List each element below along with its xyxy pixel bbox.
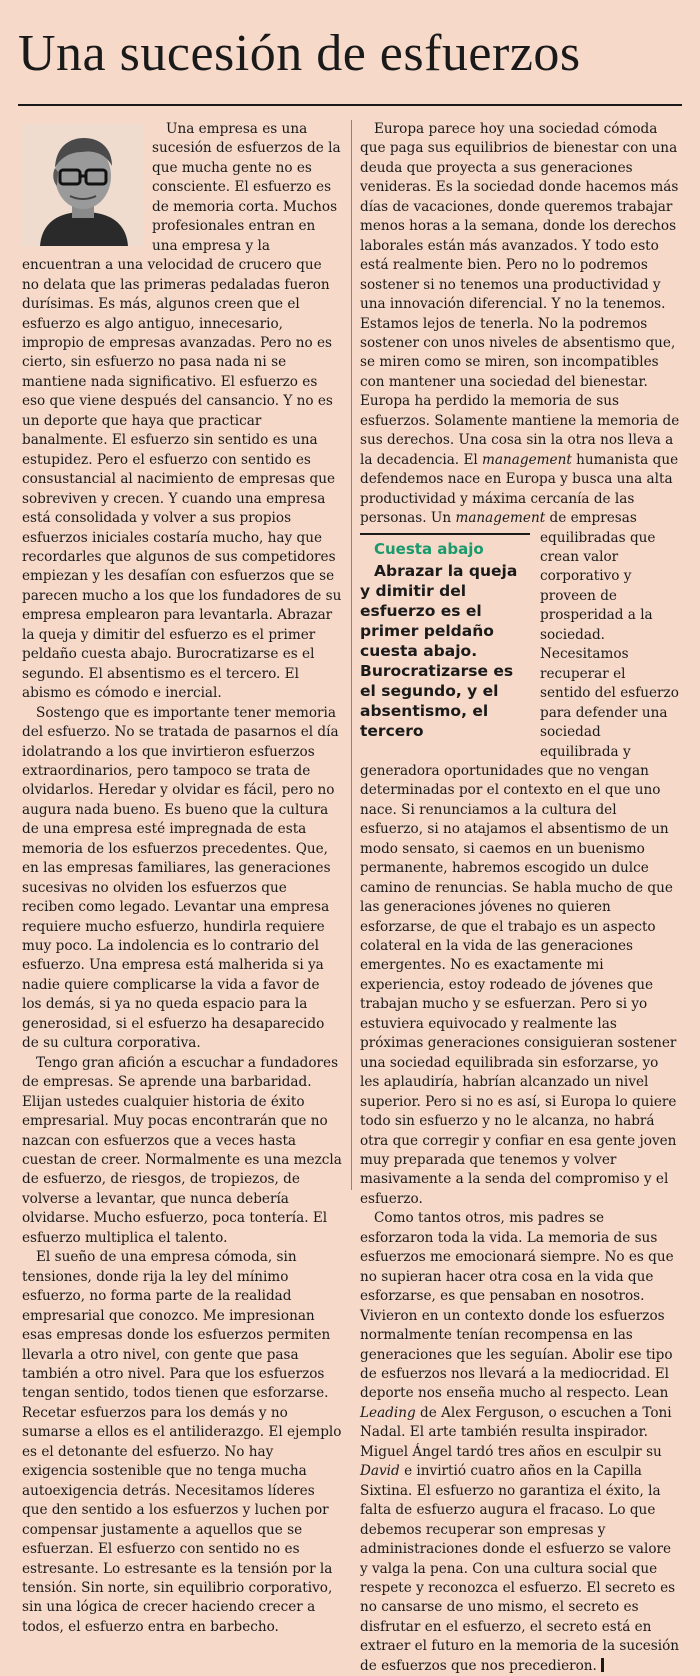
author-portrait-image: [22, 124, 144, 246]
column-divider: [351, 120, 352, 1190]
end-of-article-mark: [601, 1658, 604, 1672]
italic-term: management: [482, 451, 572, 468]
text-run: Como tantos otros, mis padres se esforzaron toda la vida. La memoria de sus esfuerzos me emocionará siempre. No es que no supieran hacer otra cosa en la vida que esforzarse, es que pensaban en nosotros. Vivieron en un contexto donde los esfuerzos normalmente tenían recompensa en las generaciones que les seguían. Abolir ese tipo de esfuerzos nos llevará a la mediocridad. El deporte nos enseña mucho al respecto. Lean: [360, 1210, 674, 1402]
paragraph: Sostengo que es importante tener memoria del esfuerzo. No se tratada de pasarnos el día idolatrando a los que invirtieron esfuerzos extraordinarios, pero tampoco se trata de olvidarlos. Heredar y olvidar es fácil, pero no augura nada bueno. Es bueno que la cultura de una empresa esté impregnada de esta memoria de los esfuerzos precedentes. Que, en las empresas familiares, las generaciones sucesivas no olviden los esfuerzos que reciben como legado. Levantar una empresa requiere mucho esfuerzo, hundirla requiere muy poco. La indolencia es lo contrario del esfuerzo. Una empresa está malherida si ya nadie quiere complicarse la vida a favor de los demás, si ya no queda espacio para la generosidad, si el esfuerzo ha desaparecido de su cultura corporativa.: [22, 704, 339, 1052]
headline: Una sucesión de esfuerzos: [18, 25, 581, 82]
text-run: de Alex Ferguson, o escuchen a Toni Nadal. El arte también resulta inspirador. Miguel Ángel tardó tres años en esculpir su: [360, 1404, 672, 1460]
text-run: humanista que defendemos nace en Europa y busca una alta productividad y máxima cercanía de las personas. Un: [360, 451, 679, 527]
text-run: Europa parece hoy una sociedad cómoda que paga sus equilibrios de bienestar con una deuda que proyecta a sus generaciones venideras. Es la sociedad donde hacemos más días de vacaciones, donde queremos trabajar menos horas a la semana, donde los derechos laborales están más avanzados. Y todo esto está realmente bien. Pero no lo podremos sostener si no tenemos una productividad y una innovación diferencial. Y no la tenemos. Estamos lejos de tenerla. No la podremos sostener con unos niveles de absentismo que, se miren como se miren, son incompatibles con mantener una sociedad del bienestar. Europa ha perdido la memoria de sus esfuerzos. Solamente mantiene la memoria de sus derechos. Una cosa sin la otra nos lleva a la decadencia. El: [360, 121, 680, 468]
right-column: [360, 120, 680, 1674]
paragraph: Tengo gran afición a escuchar a fundadores de empresas. Se aprende una barbaridad. Elijan ustedes cualquier historia de éxito empresarial. Muy pocas encontrarán que no nazcan con esfuerzos que a veces hasta cuestan de creer. Normalmente es una mezcla de esfuerzo, de riesgos, de tropiezos, de volverse a levantar, que nunca debería olvidarse. Mucho esfuerzo, poca tontería. El esfuerzo multiplica el talento.: [22, 1054, 342, 1246]
author-portrait: [22, 124, 144, 246]
italic-term: David: [360, 1463, 400, 1480]
paragraph: Una empresa es una sucesión de esfuerzos de la que mucha gente no es consciente. El esfuerzo es de memoria corta. Muchos profesionales entran en una empresa y la encuentran a una velocidad de crucero que no delata que las primeras pedaladas fueron durísimas. Es más, algunos creen que el esfuerzo es algo antiguo, innecesario, impropio de empresas avanzadas. Pero no es cierto, sin esfuerzo no pasa nada ni se mantiene nada significativo. El esfuerzo es eso que viene después del cansancio. Y no es un deporte que haya que practicar banalmente. El esfuerzo sin sentido es una estupidez. Pero el esfuerzo con sentido es consustancial al nacimiento de empresas que sobreviven y crecen. Y cuando una empresa está consolidada y volver a sus propios esfuerzos iniciales costaría mucho, hay que recordarles que algunos de sus competidores empiezan y les desafían con esfuerzos que se parecen mucho a los que los fundadores de su empresa emplearon para levantarla. Abrazar la queja y dimitir del esfuerzo es el primer peldaño cuesta abajo. Burocratizarse es el segundo. El absentismo es el tercero. El abismo es cómodo e inercial.: [22, 121, 342, 702]
paragraph: [360, 120, 680, 1209]
pullquote: [360, 533, 530, 741]
paragraph: [360, 1209, 680, 1676]
text-run: e invirtió cuatro años en la Capilla Sixtina. El esfuerzo no garantiza el éxito, la falta de esfuerzo augura el fracaso. Lo que debemos recuperar son empresas y administraciones donde el esfuerzo se valore y valga la pena. Con una cultura social que respete y reconozca el esfuerzo. El secreto es no cansarse de uno mismo, el secreto es disfrutar en el esfuerzo, el secreto está en extraer el futuro en la memoria de la sucesión de esfuerzos que nos precedieron.: [360, 1463, 680, 1674]
text-run: de empresas equilibradas que crean valor corporativo y proveen de prosperidad a la sociedad. Necesitamos recuperar el sentido del esfuerzo para defender una sociedad equilibrada y generadora oportunidades que no vengan determinadas por el contexto en el que uno nace. Si renunciamos a la cultura del esfuerzo, si no atajamos el absentismo de un modo sensato, si caemos en un buenismo permanente, habremos escogido un dulce camino de renuncias. Se habla mucho de que las generaciones jóvenes no quieren esforzarse, de que el trabajo es un aspecto colateral en la vida de las generaciones emergentes. No es exactamente mi experiencia, estoy rodeado de jóvenes que trabajan mucho y se esfuerzan. Pero si yo estuviera equivocado y realmente las próximas generaciones consiguieran sostener una sociedad equilibrada sin esforzarse, yo les aplaudiría, habrían alcanzado un nivel superior. Pero si no es así, si Europa lo quiere todo sin esfuerzo y no le alcanza, no habrá otra que corregir y confiar en esa gente joven muy preparada que tenemos y volver masivamente a la senda del compromiso y el esfuerzo.: [360, 510, 679, 1207]
pullquote-text: Abrazar la queja y dimitir del esfuerzo es el primer peldaño cuesta abajo. Burocratizarse es el segundo, y el absentismo, el tercero: [360, 561, 518, 740]
italic-term: management: [455, 510, 546, 527]
left-column: [22, 120, 342, 1635]
headline-rule: [18, 104, 682, 106]
italic-term: Leading: [360, 1404, 416, 1421]
paragraph: El sueño de una empresa cómoda, sin tensiones, donde rija la ley del mínimo esfuerzo, no forma parte de la realidad empresarial que conozco. Me impresionan esas empresas donde los esfuerzos permiten llevarla a otro nivel, con gente que pasa también a otro nivel. Para que los esfuerzos tengan sentido, todos tienen que esforzarse. Recetar esfuerzos para los demás y no sumarse a ellos es el antiliderazgo. El ejemplo es el detonante del esfuerzo. No hay exigencia sostenible que no tenga mucha autoexigencia detrás. Necesitamos líderes que den sentido a los esfuerzos y luchen por compensar justamente a aquellos que se esfuerzan. El esfuerzo con sentido no es estresante. Lo estresante es la tensión por la tensión. Sin norte, sin equilibrio corporativo, sin una lógica de crecer haciendo crecer a todos, el esfuerzo entra en barbecho.: [22, 1249, 342, 1635]
pullquote-kicker: Cuesta abajo: [374, 539, 484, 558]
